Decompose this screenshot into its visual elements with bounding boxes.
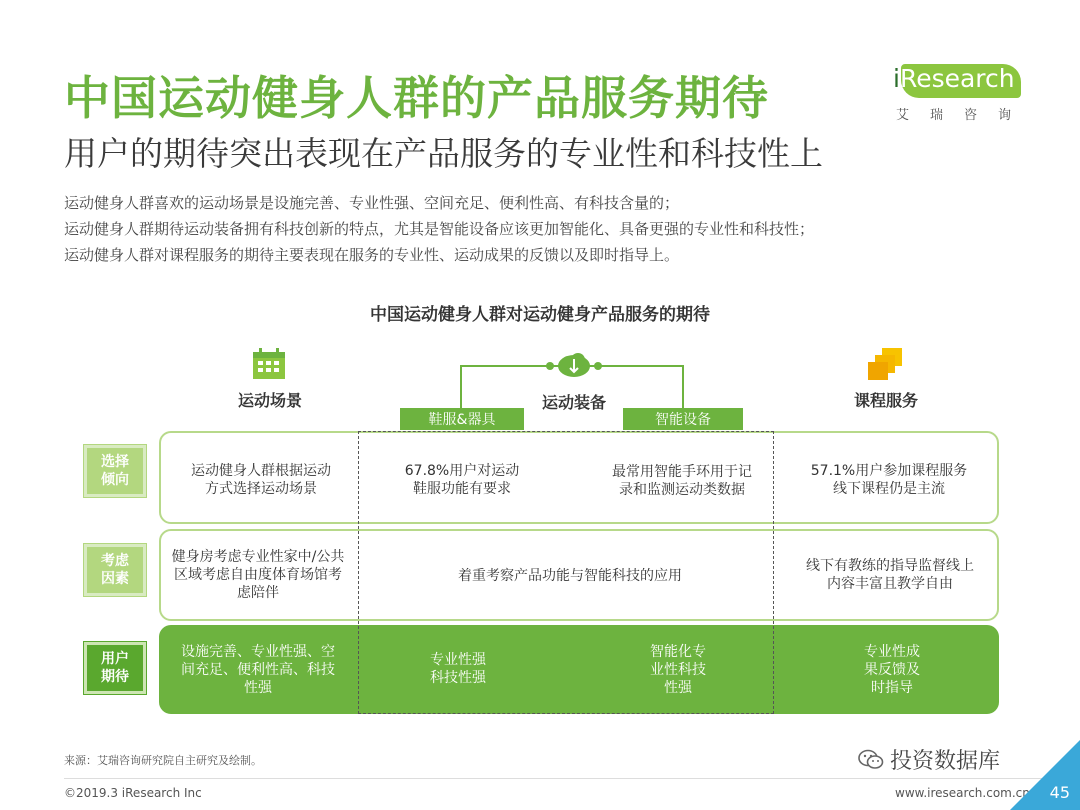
footer-divider — [64, 778, 1054, 779]
summary-line-1: 运动健身人群喜欢的运动场景是设施完善、专业性强、空间充足、便利性高、有科技含量的； — [64, 194, 680, 212]
cell-expect-scene: 设施完善、专业性强、空间充足、便利性高、科技性强 — [181, 644, 335, 696]
page-subtitle: 用户的期待突出表现在产品服务的专业性和科技性上 — [64, 134, 823, 173]
logo-wordmark: iResearch — [893, 64, 1015, 93]
copyright: ©2019.3 iResearch Inc — [64, 786, 202, 800]
logo-subtitle: 艾瑞咨询 — [896, 108, 1033, 123]
connector-line — [460, 365, 548, 367]
website-url: www.iresearch.com.cn — [895, 786, 1030, 800]
diagram-title: 中国运动健身人群对运动健身产品服务的期待 — [370, 305, 710, 325]
column-header-scene: 运动场景 — [237, 391, 302, 410]
cell-choice-smart: 最常用智能手环用于记录和监测运动类数据 — [612, 464, 752, 498]
equipment-tag-shoes: 鞋服&器具 — [400, 408, 524, 430]
iresearch-logo — [893, 58, 1023, 104]
summary-line-2: 运动健身人群期待运动装备拥有科技创新的特点，尤其是智能设备应该更加智能化、具备更强的专业性和科技性； — [64, 220, 815, 238]
summary-line-3: 运动健身人群对课程服务的期待主要表现在服务的专业性、运动成果的反馈以及即时指导上。 — [64, 246, 680, 264]
cell-expect-smart: 智能化专业性科技性强 — [650, 644, 706, 696]
cell-choice-course: 57.1%用户参加课程服务线下课程仍是主流 — [810, 463, 968, 497]
calendar-icon — [252, 348, 286, 380]
cell-expect-course: 专业性成果反馈及时指导 — [864, 644, 920, 696]
page-title: 中国运动健身人群的产品服务期待 — [64, 71, 769, 125]
cell-choice-shoes: 67.8%用户对运动鞋服功能有要求 — [404, 463, 520, 497]
cell-factors-course: 线下有教练的指导监督线上内容丰富且教学自由 — [806, 558, 974, 592]
connector-line — [460, 365, 462, 408]
wechat-watermark: 投资数据库 — [858, 744, 1000, 775]
cloud-network-icon — [546, 352, 602, 382]
equipment-tag-smart: 智能设备 — [623, 408, 743, 430]
connector-line — [600, 365, 684, 367]
column-header-course: 课程服务 — [853, 391, 918, 410]
row-tag-expectation: 用户期待 — [84, 642, 146, 694]
column-header-equipment: 运动装备 — [541, 393, 606, 412]
source-note: 来源：艾瑞咨询研究院自主研究及绘制。 — [64, 754, 262, 767]
layered-cards-icon — [868, 348, 904, 382]
summary-text — [64, 190, 814, 268]
cell-choice-scene: 运动健身人群根据运动方式选择运动场景 — [191, 463, 331, 497]
cell-factors-equipment: 着重考察产品功能与智能科技的应用 — [458, 568, 682, 584]
cell-factors-scene: 健身房考虑专业性家中/公共区域考虑自由度体育场馆考虑陪伴 — [171, 549, 345, 601]
cell-expect-shoes: 专业性强科技性强 — [430, 652, 486, 686]
page-number: 45 — [1049, 783, 1070, 802]
wechat-icon — [858, 749, 884, 771]
row-tag-choice: 选择倾向 — [84, 445, 146, 497]
connector-line — [682, 365, 684, 408]
row-tag-factors: 考虑因素 — [84, 544, 146, 596]
